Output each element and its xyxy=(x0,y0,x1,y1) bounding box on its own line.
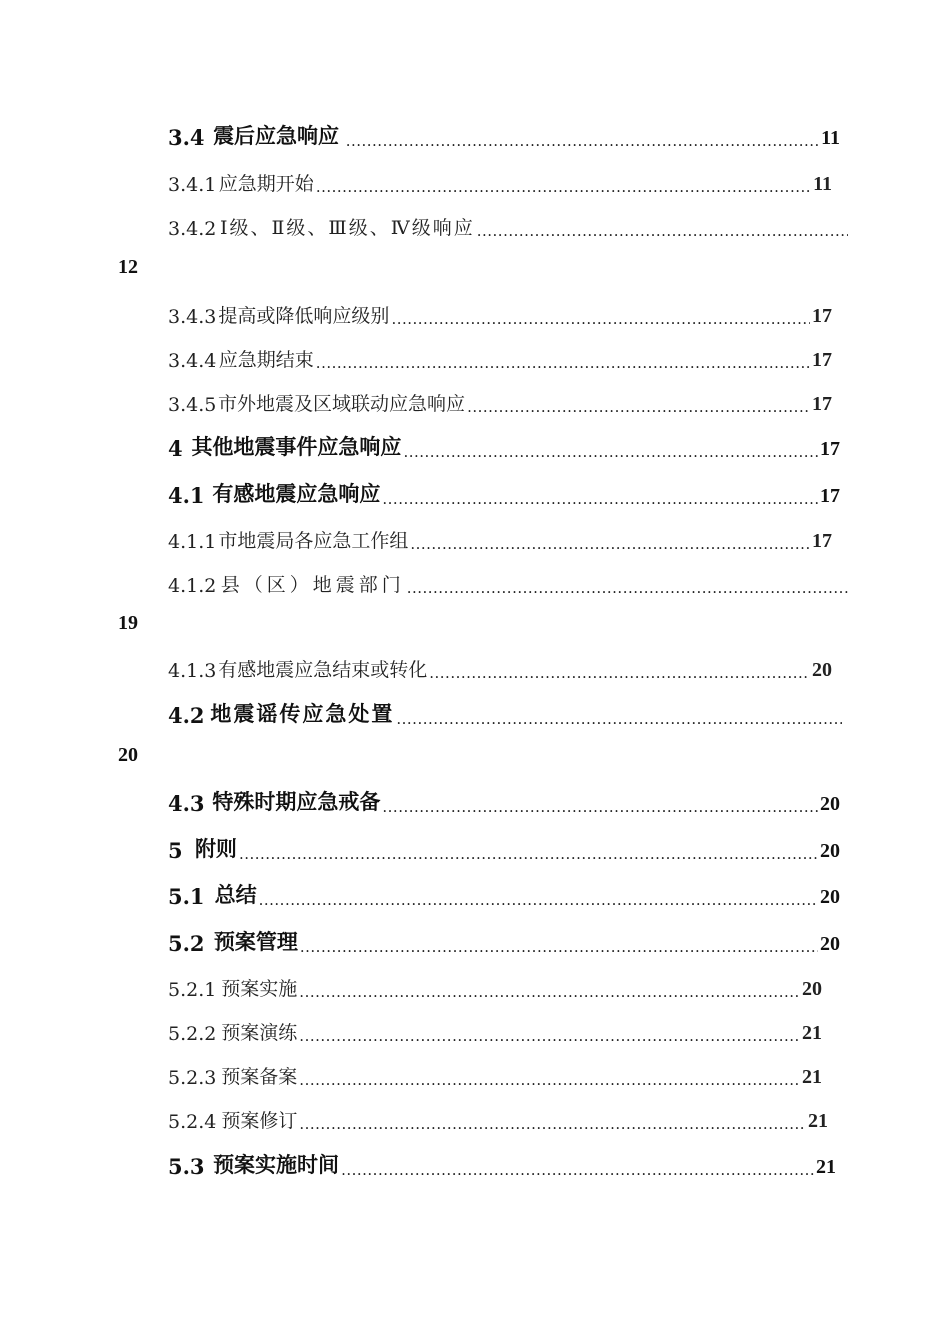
toc-page-number: 20 xyxy=(802,978,822,1000)
toc-number: 4.1.3 xyxy=(168,660,217,682)
toc-number: 5.2.3 xyxy=(168,1067,217,1089)
toc-title: 特殊时期应急戒备 xyxy=(212,789,381,814)
toc-title: 预案演练 xyxy=(221,1022,298,1044)
toc-number: 5.1 xyxy=(168,884,205,909)
toc-number: 3.4.3 xyxy=(168,306,217,328)
toc-title: 预案实施 xyxy=(221,978,298,1000)
toc-number: 4.2 xyxy=(168,703,205,728)
toc-title: Ⅰ级、Ⅱ级、Ⅲ级、Ⅳ级响应 xyxy=(220,217,475,239)
toc-page-number-wrapped: 12 xyxy=(118,256,138,278)
toc-entry-4[interactable] xyxy=(168,431,840,461)
toc-page-number: 21 xyxy=(802,1066,822,1088)
toc-entry-4-1-2[interactable] xyxy=(168,567,848,597)
toc-entry-3-4-4[interactable] xyxy=(168,342,832,372)
toc-page-number: 17 xyxy=(812,393,832,415)
dot-leader xyxy=(297,1027,800,1045)
toc-entry-5-2-4[interactable] xyxy=(168,1103,828,1133)
toc-entry-3-4-1[interactable] xyxy=(168,166,832,196)
toc-page-number: 17 xyxy=(820,485,840,507)
dot-leader xyxy=(297,1071,800,1089)
toc-entry-3-4-5[interactable] xyxy=(168,386,832,416)
dot-leader xyxy=(314,354,810,372)
dot-leader xyxy=(380,490,818,508)
toc-number: 5 xyxy=(168,838,183,863)
toc-entry-5-2[interactable] xyxy=(168,926,840,956)
toc-page-number: 20 xyxy=(820,886,840,908)
toc-entry-4-1-1[interactable] xyxy=(168,523,832,553)
toc-page-number: 17 xyxy=(812,530,832,552)
toc-number: 5.2 xyxy=(168,931,205,956)
toc-title: 应急期结束 xyxy=(218,349,314,371)
toc-page-number: 21 xyxy=(816,1156,836,1178)
toc-entry-5-2-2[interactable] xyxy=(168,1015,822,1045)
toc-entry-5[interactable] xyxy=(168,833,840,863)
toc-page-number: 11 xyxy=(821,127,840,149)
toc-page-number: 21 xyxy=(808,1110,828,1132)
dot-leader xyxy=(408,535,810,553)
toc-number: 3.4.2 xyxy=(168,218,217,240)
toc-number: 3.4.1 xyxy=(168,174,217,196)
toc-page-number-wrapped: 19 xyxy=(118,612,138,634)
toc-title: 预案备案 xyxy=(221,1066,298,1088)
toc-entry-3-4-2[interactable] xyxy=(168,210,848,240)
toc-page-number: 21 xyxy=(802,1022,822,1044)
toc-entry-5-1[interactable] xyxy=(168,879,840,909)
dot-leader xyxy=(427,664,810,682)
toc-title: 应急期开始 xyxy=(218,173,314,195)
dot-leader xyxy=(257,891,818,909)
toc-page-number: 20 xyxy=(812,659,832,681)
toc-title: 提高或降低响应级别 xyxy=(218,305,390,327)
dot-leader xyxy=(394,710,842,728)
toc-number: 5.3 xyxy=(168,1154,205,1179)
toc-title: 预案修订 xyxy=(221,1110,298,1132)
toc-entry-5-2-1[interactable] xyxy=(168,971,822,1001)
dot-leader xyxy=(344,132,819,150)
toc-page-number: 17 xyxy=(820,438,840,460)
toc-number: 3.4 xyxy=(168,125,205,150)
dot-leader xyxy=(314,178,811,196)
toc-number: 4.1.2 xyxy=(168,575,217,597)
dot-leader xyxy=(297,983,800,1001)
toc-entry-5-3[interactable] xyxy=(168,1149,836,1179)
dot-leader xyxy=(389,310,810,328)
toc-entry-5-2-3[interactable] xyxy=(168,1059,822,1089)
toc-number: 4 xyxy=(168,436,183,461)
dot-leader xyxy=(475,222,848,240)
toc-title: 其他地震事件应急响应 xyxy=(191,434,402,459)
toc-title: 附则 xyxy=(194,836,237,861)
toc-entry-4-1[interactable] xyxy=(168,478,840,508)
toc-title: 县（区）地震部门 xyxy=(220,574,405,596)
toc-title: 预案管理 xyxy=(213,929,298,954)
dot-leader xyxy=(237,845,818,863)
dot-leader xyxy=(298,938,818,956)
toc-title: 有感地震应急结束或转化 xyxy=(218,659,428,681)
dot-leader xyxy=(297,1115,806,1133)
toc-entry-3-4-3[interactable] xyxy=(168,298,832,328)
toc-title: 地震谣传应急处置 xyxy=(210,701,395,726)
toc-page-number: 17 xyxy=(812,349,832,371)
dot-leader xyxy=(465,398,810,416)
toc-page-number: 20 xyxy=(820,840,840,862)
toc-number: 5.2.4 xyxy=(168,1111,217,1133)
toc-number: 4.1.1 xyxy=(168,531,217,553)
toc-page-number: 17 xyxy=(812,305,832,327)
toc-number: 5.2.1 xyxy=(168,979,217,1001)
toc-title: 市地震局各应急工作组 xyxy=(218,530,409,552)
toc-page-number: 11 xyxy=(813,173,832,195)
toc-title: 有感地震应急响应 xyxy=(212,481,381,506)
toc-title: 预案实施时间 xyxy=(213,1152,340,1177)
toc-title: 震后应急响应 xyxy=(213,123,340,148)
toc-number: 3.4.5 xyxy=(168,394,217,416)
toc-entry-4-1-3[interactable] xyxy=(168,652,832,682)
toc-number: 5.2.2 xyxy=(168,1023,217,1045)
toc-title: 总结 xyxy=(214,882,257,907)
toc-number: 4.1 xyxy=(168,483,205,508)
dot-leader xyxy=(339,1161,814,1179)
toc-page-number-wrapped: 20 xyxy=(118,744,138,766)
toc-page-number: 20 xyxy=(820,793,840,815)
toc-entry-4-2[interactable] xyxy=(168,698,842,728)
toc-entry-3-4[interactable] xyxy=(168,120,840,150)
toc-entry-4-3[interactable] xyxy=(168,786,840,816)
toc-number: 3.4.4 xyxy=(168,350,217,372)
toc-number: 4.3 xyxy=(168,791,205,816)
dot-leader xyxy=(380,798,818,816)
toc-page-number: 20 xyxy=(820,933,840,955)
dot-leader xyxy=(405,579,848,597)
dot-leader xyxy=(401,443,818,461)
toc-title: 市外地震及区域联动应急响应 xyxy=(218,393,466,415)
